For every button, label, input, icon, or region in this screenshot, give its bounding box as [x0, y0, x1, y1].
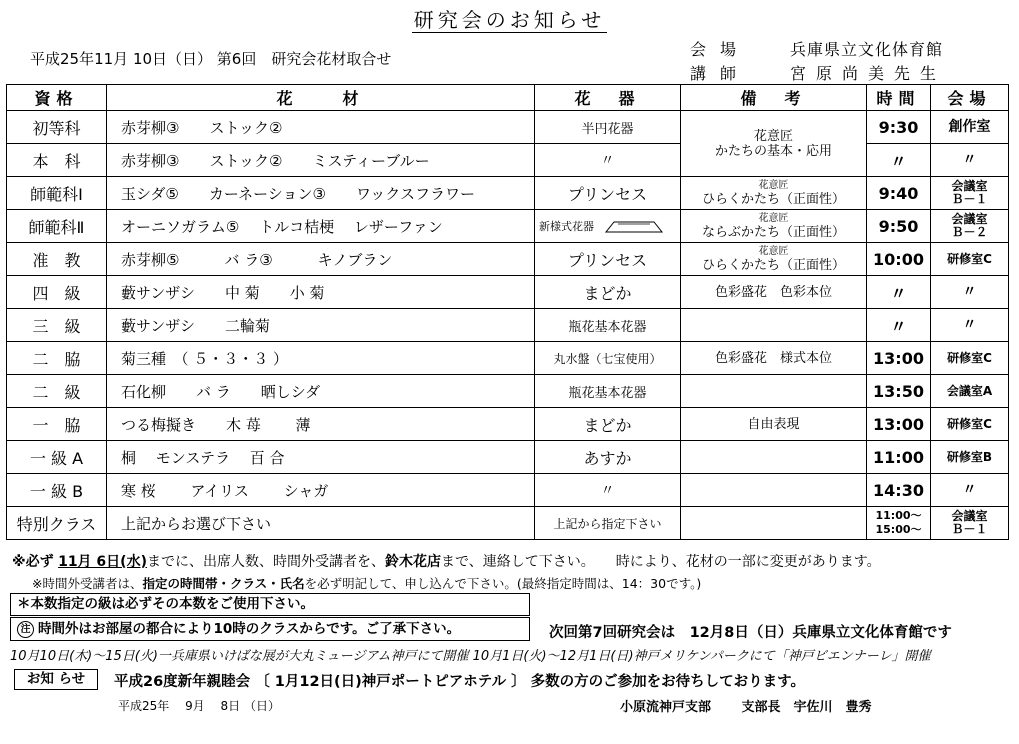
level-cell: 初等科	[7, 111, 107, 144]
room-cell: 〃	[931, 276, 1009, 309]
materials-cell: 桐 モンステラ 百 合	[107, 441, 535, 474]
stem-count-notice: ＊本数指定の級は必ずその本数をご使用下さい。	[10, 593, 530, 616]
time-cell: 〃	[867, 309, 931, 342]
room-cell: 研修室C	[931, 243, 1009, 276]
room-cell: 会議室 Ｂ－１	[931, 507, 1009, 540]
materials-cell: 菊三種 （ ５・３・３ ）	[107, 342, 535, 375]
lecturer-label: 講師	[690, 64, 751, 83]
time-cell: 13:00	[867, 342, 931, 375]
lecturer-value: 宮原尚美先生	[790, 64, 947, 83]
time-cell: 〃	[867, 276, 931, 309]
table-row	[7, 276, 1009, 309]
venue-value: 兵庫県立文化体育館	[790, 40, 944, 59]
header-notes: 備 考	[681, 85, 867, 111]
time-cell: 11:00	[867, 441, 931, 474]
schedule-table	[6, 84, 1009, 540]
note-icon: 注	[17, 621, 34, 638]
notes-cell: 色彩盛花 様式本位	[681, 342, 867, 375]
level-cell: 一 級 B	[7, 474, 107, 507]
notes-cell: 花意匠 ひらくかたち（正面性）	[681, 243, 867, 276]
header-materials: 花 材	[107, 85, 535, 111]
vase-cell: 新様式花器	[535, 210, 681, 243]
materials-cell: 玉シダ⑤ カーネーション③ ワックスフラワー	[107, 177, 535, 210]
vase-cell: プリンセス	[535, 177, 681, 210]
vase-cell: 上記から指定下さい	[535, 507, 681, 540]
level-cell: 四 級	[7, 276, 107, 309]
notes-cell: 花意匠 ひらくかたち（正面性）	[681, 177, 867, 210]
materials-cell: 寒 桜 アイリス シャガ	[107, 474, 535, 507]
table-row	[7, 507, 1009, 540]
time-cell: 13:00	[867, 408, 931, 441]
notice-overtime: ※時間外受講者は、指定の時間帯・クラス・氏名を必ず明記して、申し込んで下さい。(最終指定時間は、14：30です。)	[32, 576, 702, 591]
materials-cell: 藪サンザシ 中 菊 小 菊	[107, 276, 535, 309]
time-cell: 13:50	[867, 375, 931, 408]
next-meeting: 次回第7回研究会は 12月8日（日）兵庫県立文化体育館です	[549, 625, 952, 641]
level-cell: 准 教	[7, 243, 107, 276]
vase-cell: 瓶花基本花器	[535, 309, 681, 342]
time-cell: 10:00	[867, 243, 931, 276]
signature: 小原流神戸支部 支部長 宇佐川 豊秀	[620, 700, 872, 715]
notes-cell: 花意匠 ならぶかたち（正面性）	[681, 210, 867, 243]
page-title: 研究会のお知らせ	[413, 8, 606, 32]
notice-label: お知 らせ	[14, 669, 98, 690]
vase-cell: 瓶花基本花器	[535, 375, 681, 408]
time-cell: 11:00～ 15:00～	[867, 507, 931, 540]
materials-cell: 赤芽柳⑤ バ ラ③ キノブラン	[107, 243, 535, 276]
header-level: 資格	[7, 85, 107, 111]
table-row	[7, 309, 1009, 342]
time-cell: 9:50	[867, 210, 931, 243]
room-cell: 〃	[931, 144, 1009, 177]
vase-cell: 〃	[535, 474, 681, 507]
room-cell: 〃	[931, 474, 1009, 507]
notes-cell: 自由表現	[681, 408, 867, 441]
vase-shape-icon	[604, 220, 664, 234]
materials-cell: 石化柳 バ ラ 晒しシダ	[107, 375, 535, 408]
level-cell: 一 脇	[7, 408, 107, 441]
table-row	[7, 111, 1009, 144]
room-cell: 研修室C	[931, 342, 1009, 375]
materials-cell: オーニソガラム⑤ トルコ桔梗 レザーファン	[107, 210, 535, 243]
vase-cell: まどか	[535, 408, 681, 441]
new-year-party: 平成26度新年親睦会 〔 1月12日(日)神戸ポートピアホテル 〕 多数の方のご参加をお待ちしております。	[114, 674, 806, 690]
room-cell: 研修室C	[931, 408, 1009, 441]
materials-cell: 上記からお選び下さい	[107, 507, 535, 540]
header-room: 会場	[931, 85, 1009, 111]
table-row	[7, 243, 1009, 276]
table-row	[7, 408, 1009, 441]
room-cell: 創作室	[931, 111, 1009, 144]
issue-date: 平成25年 9月 8日 （日）	[118, 699, 280, 713]
time-cell: 〃	[867, 144, 931, 177]
room-cell: 会議室A	[931, 375, 1009, 408]
notes-cell	[681, 474, 867, 507]
notes-cell	[681, 375, 867, 408]
table-row	[7, 342, 1009, 375]
level-cell: 二 脇	[7, 342, 107, 375]
notes-cell	[681, 507, 867, 540]
materials-cell: 赤芽柳③ ストック② ミスティーブルー	[107, 144, 535, 177]
room-cell: 研修室B	[931, 441, 1009, 474]
table-row	[7, 474, 1009, 507]
level-cell: 本 科	[7, 144, 107, 177]
materials-cell: 赤芽柳③ ストック②	[107, 111, 535, 144]
header-time: 時間	[867, 85, 931, 111]
vase-cell: 〃	[535, 144, 681, 177]
table-row	[7, 441, 1009, 474]
level-cell: 師範科Ⅱ	[7, 210, 107, 243]
exhibition-info: 10月10日(木)～15日(火)一兵庫県いけばな展が大丸ミュージアム神戸にて開催 10月1日(火)～12月1日(日)神戸メリケンパークにて「神戸ビエンナーレ」開催	[10, 649, 931, 664]
venue-label: 会場	[690, 40, 751, 59]
materials-cell: つる梅擬き 木 苺 薄	[107, 408, 535, 441]
notes-cell: 色彩盛花 色彩本位	[681, 276, 867, 309]
room-notice: 注 時間外はお部屋の都合により10時のクラスからです。ご了承下さい。	[10, 617, 530, 641]
subtitle: 平成25年11月 10日（日） 第6回 研究会花材取合せ	[30, 50, 392, 68]
vase-cell: あすか	[535, 441, 681, 474]
vase-cell: プリンセス	[535, 243, 681, 276]
level-cell: 二 級	[7, 375, 107, 408]
vase-cell: 丸水盤（七宝使用）	[535, 342, 681, 375]
notes-cell	[681, 441, 867, 474]
time-cell: 9:40	[867, 177, 931, 210]
notes-cell: 花意匠 かたちの基本・応用	[681, 111, 867, 177]
vase-cell: まどか	[535, 276, 681, 309]
table-row	[7, 210, 1009, 243]
table-header-row	[7, 85, 1009, 111]
notes-cell	[681, 309, 867, 342]
level-cell: 三 級	[7, 309, 107, 342]
vase-cell: 半円花器	[535, 111, 681, 144]
room-cell: 〃	[931, 309, 1009, 342]
header-vase: 花 器	[535, 85, 681, 111]
room-cell: 会議室 Ｂ－１	[931, 177, 1009, 210]
materials-cell: 藪サンザシ 二輪菊	[107, 309, 535, 342]
time-cell: 9:30	[867, 111, 931, 144]
table-row	[7, 375, 1009, 408]
table-row	[7, 177, 1009, 210]
notice-deadline: ※必ず 11月 6日(水)までに、出席人数、時間外受講者を、鈴木花店まで、連絡して下さい。 時により、花材の一部に変更があります。	[12, 554, 881, 570]
level-cell: 師範科Ⅰ	[7, 177, 107, 210]
level-cell: 特別クラス	[7, 507, 107, 540]
level-cell: 一 級 A	[7, 441, 107, 474]
time-cell: 14:30	[867, 474, 931, 507]
room-cell: 会議室 Ｂ－２	[931, 210, 1009, 243]
